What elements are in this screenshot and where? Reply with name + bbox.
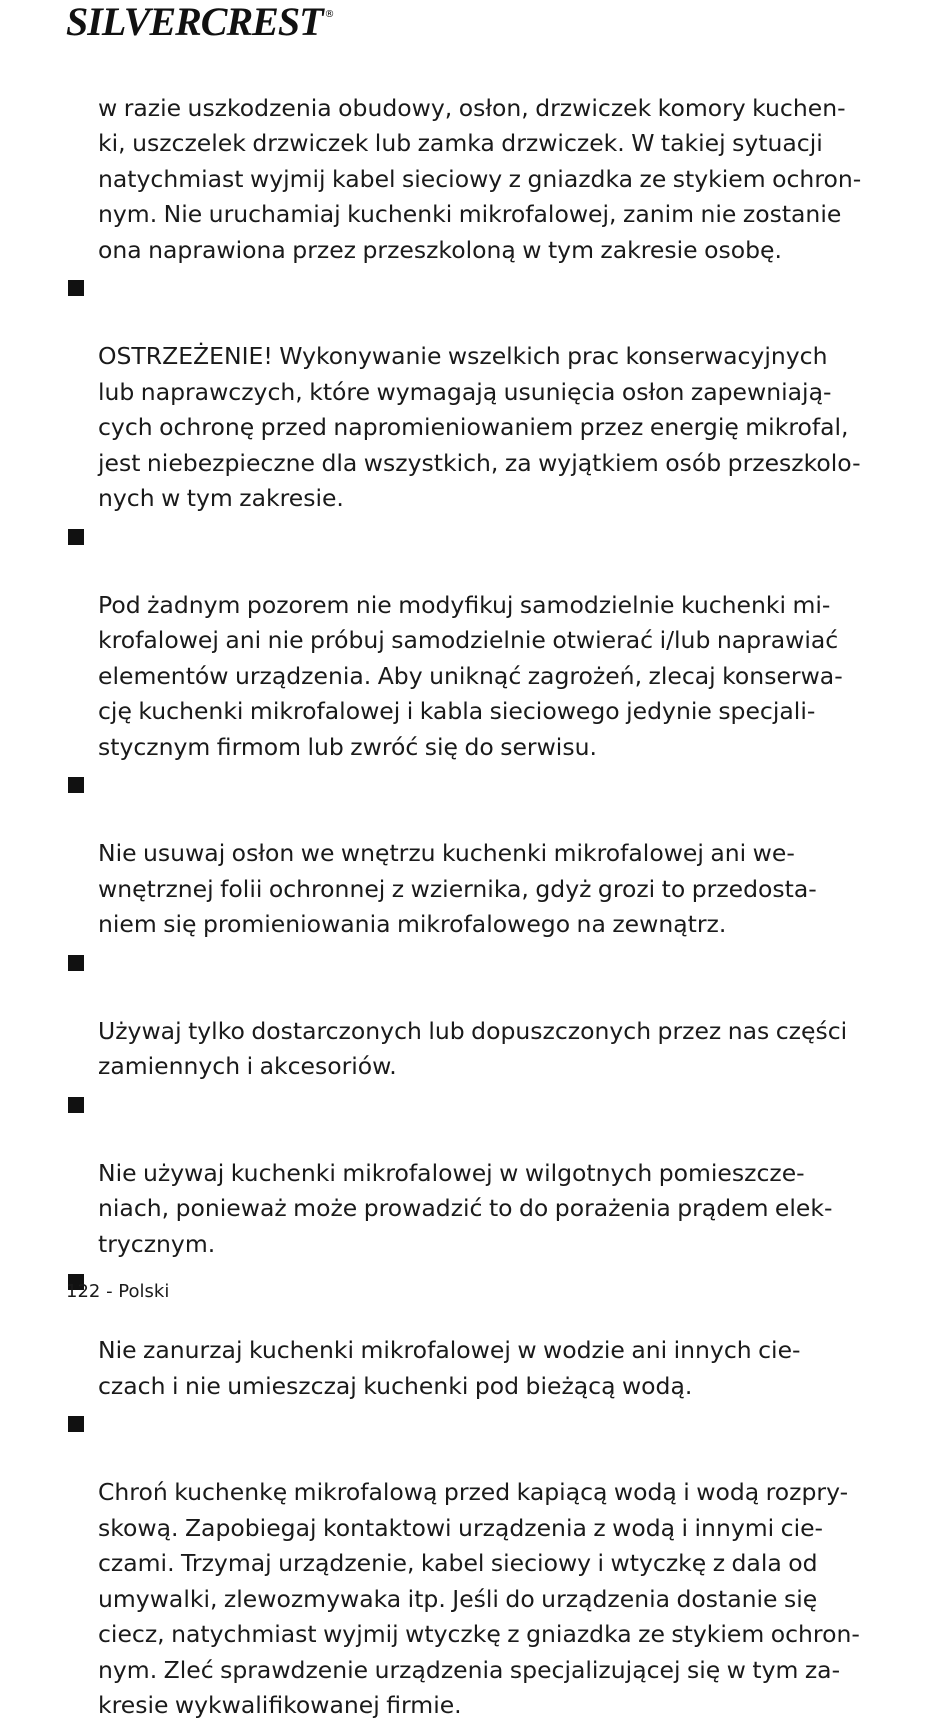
square-bullet-icon — [68, 280, 84, 296]
bullet-item-text: Chroń kuchenkę mikrofalową przed kapiącą wodą i wodą rozpry- skową. Zapobiegaj kontaktowi urządzenia z wodą i innymi cie- czami. Trzymaj urządzenie, kabel sieciowy i wtyczkę z dala od umywalki, zlewozmywaka itp. Jeśli do urządzenia dostanie się ciecz, natychmiast wyjmij wtyczkę z gniazdka ze stykiem ochron- nym. Zleć sprawdzenie urządzenia specjalizującej się w tym za- kresie wykwalifikowanej firmie. — [98, 1478, 860, 1719]
bullet-item — [66, 1085, 866, 1263]
square-bullet-icon — [68, 955, 84, 971]
bullet-item-text: Używaj tylko dostarczonych lub dopuszczonych przez nas części zamiennych i akcesoriów. — [98, 1016, 848, 1080]
bullet-item-text: OSTRZEŻENIE! Wykonywanie wszelkich prac konserwacyjnych lub naprawczych, które wymagają usunięcia osłon zapewniają- cych ochronę przed napromieniowaniem przez energię mikrofal, jest niebezpieczne dla wszystkich, za wyjątkiem osób przeszkolo- nych w tym zakresie. — [98, 342, 861, 512]
bullet-item-text: Nie zanurzaj kuchenki mikrofalowej w wodzie ani innych cie- czach i nie umieszczaj kuchenki pod bieżącą wodą. — [98, 1336, 801, 1400]
square-bullet-icon — [68, 529, 84, 545]
bullet-item — [66, 1262, 866, 1404]
brand-logo — [66, 0, 335, 44]
brand-logo-text: SILVERCREST — [66, 0, 323, 44]
continued-paragraph — [66, 55, 866, 268]
bullet-item-text: Nie usuwaj osłon we wnętrzu kuchenki mikrofalowej ani we- wnętrznej folii ochronnej z wziernika, gdyż grozi to przedosta- niem się promieniowania mikrofalowego na zewnątrz. — [98, 839, 817, 938]
page-footer — [66, 1280, 169, 1304]
page-number: 122 - Polski — [66, 1281, 170, 1302]
square-bullet-icon — [68, 1097, 84, 1113]
bullet-item — [66, 1404, 866, 1724]
bullet-item-text: Nie używaj kuchenki mikrofalowej w wilgotnych pomieszcze- niach, ponieważ może prowadzić to do porażenia prądem elek- trycznym. — [98, 1158, 833, 1258]
bullet-item — [66, 943, 866, 1085]
square-bullet-icon — [68, 1416, 84, 1432]
square-bullet-icon — [68, 777, 84, 793]
safety-instructions — [66, 55, 866, 1724]
registered-mark: ® — [324, 9, 335, 20]
bullet-item-text: Pod żadnym pozorem nie modyfikuj samodzielnie kuchenki mi- krofalowej ani nie próbuj samodzielnie otwierać i/lub naprawiać elementów urządzenia. Aby uniknąć zagrożeń, zlecaj konserwa- cję kuchenki mikrofalowej i kabla sieciowego jedynie specjali- stycznym firmom lub zwróć się do serwisu. — [98, 590, 843, 761]
bullet-item — [66, 268, 866, 517]
paragraph-text: w razie uszkodzenia obudowy, osłon, drzwiczek komory kuchen- ki, uszczelek drzwiczek lub zamka drzwiczek. W takiej sytuacji natychmiast wyjmij kabel sieciowy z gniazdka ze stykiem ochron- nym. Nie uruchamiaj kuchenki mikrofalowej, zanim nie zostanie ona naprawiona przez przeszkoloną w tym zakresie osobę. — [98, 93, 862, 264]
bullet-item — [66, 517, 866, 766]
bullet-item — [66, 765, 866, 943]
